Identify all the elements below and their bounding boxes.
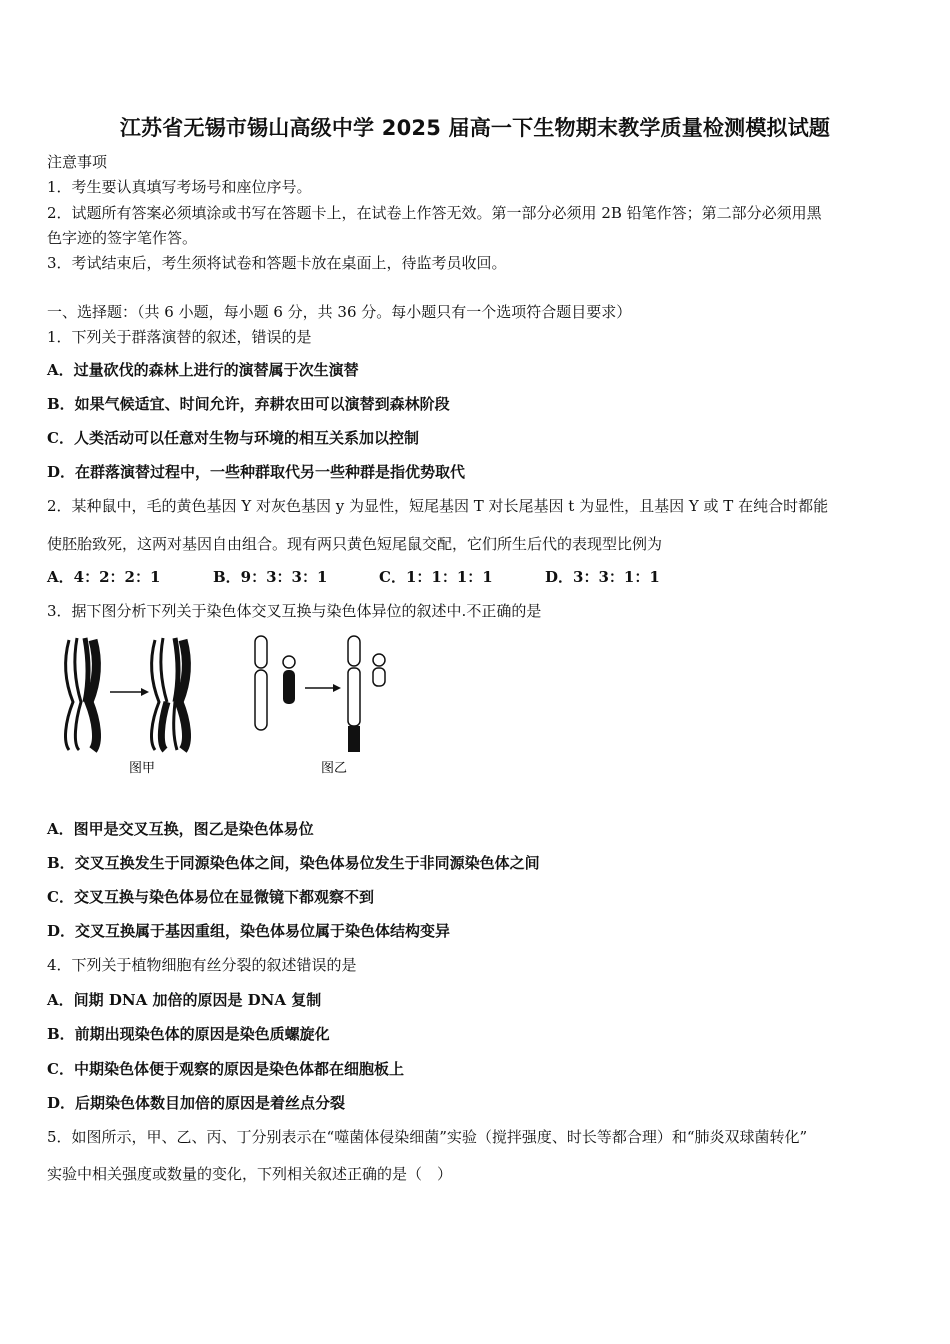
question-1-stem: 1．下列关于群落演替的叙述，错误的是 [47, 328, 312, 346]
notice-item: 色字迹的签字笔作答。 [47, 229, 198, 247]
translocation-after-icon [348, 636, 385, 752]
question-1-option-d: D．在群落演替过程中，一些种群取代另一些种群是指优势取代 [47, 463, 466, 481]
question-3-stem: 3．据下图分析下列关于染色体交叉互换与染色体异位的叙述中.不正确的是 [47, 602, 542, 620]
notice-heading: 注意事项 [47, 153, 108, 171]
translocation-before-icon [255, 636, 295, 730]
notice-item: 2．试题所有答案必须填涂或书写在答题卡上，在试卷上作答无效。第一部分必须用 2B 铅笔作答；第二部分必须用黑 [47, 204, 822, 222]
question-1-option-c: C．人类活动可以任意对生物与环境的相互关系加以控制 [47, 429, 419, 447]
section-heading: 一、选择题：（共 6 小题，每小题 6 分，共 36 分。每小题只有一个选项符合题目要求） [47, 303, 632, 321]
notice-item: 3．考试结束后，考生须将试卷和答题卡放在桌面上，待监考员收回。 [47, 254, 507, 272]
question-2-stem-cont: 使胚胎致死，这两对基因自由组合。现有两只黄色短尾鼠交配，它们所生后代的表现型比例为 [47, 535, 663, 553]
question-1-option-a: A．过量砍伐的森林上进行的演替属于次生演替 [47, 361, 359, 379]
question-2-option-b: B．9：3：3：1 [213, 568, 328, 586]
question-2-option-c: C．1：1：1：1 [379, 568, 493, 586]
question-2-option-d: D．3：3：1：1 [545, 568, 660, 586]
question-4-stem: 4．下列关于植物细胞有丝分裂的叙述错误的是 [47, 956, 357, 974]
question-2-options [47, 566, 711, 587]
page-title: 江苏省无锡市锡山高级中学 2025 届高一下生物期末教学质量检测模拟试题 [119, 116, 831, 140]
question-3-option-c: C．交叉互换与染色体易位在显微镜下都观察不到 [47, 888, 374, 906]
crossover-before-icon [66, 638, 97, 750]
question-3-option-d: D．交叉互换属于基因重组，染色体易位属于染色体结构变异 [47, 922, 451, 940]
question-3-option-b: B．交叉互换发生于同源染色体之间，染色体易位发生于非同源染色体之间 [47, 854, 540, 872]
question-4-option-a: A．间期 DNA 加倍的原因是 DNA 复制 [47, 991, 322, 1009]
question-4-option-d: D．后期染色体数目加倍的原因是着丝点分裂 [47, 1094, 346, 1112]
crossover-after-icon [152, 638, 187, 750]
question-4-option-c: C．中期染色体便于观察的原因是染色体都在细胞板上 [47, 1060, 404, 1078]
question-1-option-b: B．如果气候适宜、时间允许，弃耕农田可以演替到森林阶段 [47, 395, 450, 413]
question-5-stem-cont: 实验中相关强度或数量的变化，下列相关叙述正确的是（ ） [47, 1165, 453, 1183]
notice-item: 1．考生要认真填写考场号和座位序号。 [47, 178, 312, 196]
chromosome-figure [55, 632, 415, 782]
question-2-stem: 2．某种鼠中，毛的黄色基因 Y 对灰色基因 y 为显性，短尾基因 T 对长尾基因 t 为显性，且基因 Y 或 T 在纯合时都能 [47, 497, 829, 515]
question-4-option-b: B．前期出现染色体的原因是染色质螺旋化 [47, 1025, 330, 1043]
question-2-option-a: A．4：2：2：1 [47, 568, 161, 586]
question-3-option-a: A．图甲是交叉互换，图乙是染色体易位 [47, 820, 314, 838]
figure-label-jia: 图甲 [129, 761, 156, 776]
figure-label-yi: 图乙 [321, 761, 348, 776]
question-5-stem: 5．如图所示，甲、乙、丙、丁分别表示在“噬菌体侵染细菌”实验（搅拌强度、时长等都合理）和“肺炎双球菌转化” [47, 1128, 808, 1146]
